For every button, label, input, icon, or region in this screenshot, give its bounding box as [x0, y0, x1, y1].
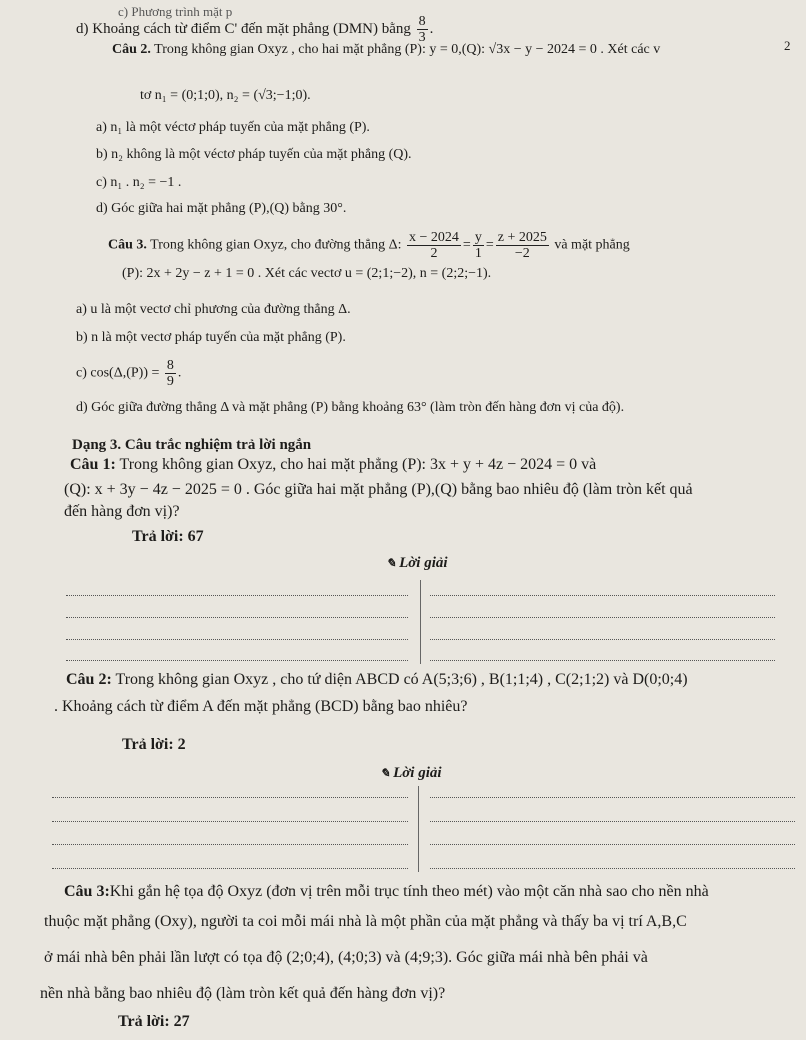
- statement-2c: c) n₁ . n₂ = −1 .: [96, 175, 182, 190]
- cut-off-line: c) Phương trình mặt p: [118, 4, 233, 19]
- answer-line: [66, 660, 408, 661]
- statement-2d: d) Góc giữa hai mặt phẳng (P),(Q) bằng 30°.: [96, 201, 347, 216]
- answer-line: [430, 797, 795, 798]
- statement-2a: a) n₁ là một véctơ pháp tuyến của mặt phẳng (P).: [96, 120, 370, 135]
- answer-line: [430, 617, 775, 618]
- column-divider: [420, 580, 421, 664]
- problem-1-line-3: đến hàng đơn vị)?: [64, 503, 180, 520]
- answer-line: [430, 821, 795, 822]
- pen-icon: ✎: [380, 766, 391, 780]
- answer-line: [430, 868, 795, 869]
- problem-2-line-1: Câu 2: Trong không gian Oxyz , cho tứ diện ABCD có A(5;3;6) , B(1;1;4) , C(2;1;2) và D(0;0;4): [66, 671, 688, 688]
- answer-line: [66, 617, 408, 618]
- answer-line: [66, 595, 408, 596]
- problem-1-line-2: (Q): x + 3y − 4z − 2025 = 0 . Góc giữa hai mặt phẳng (P),(Q) bằng bao nhiêu độ (làm tròn kết quả: [64, 481, 693, 498]
- statement-3b: b) n là một vectơ pháp tuyến của mặt phẳng (P).: [76, 330, 346, 345]
- fraction: $\frac{8}{3}$: [418, 14, 426, 45]
- problem-3-line-1: Câu 3:Khi gắn hệ tọa độ Oxyz (đơn vị trên mỗi trục tính theo mét) vào một căn nhà sao cho nền nhà: [64, 883, 709, 900]
- answer-line: [430, 844, 795, 845]
- solution-heading-2: ✎ Lời giải: [380, 765, 442, 781]
- section-heading: Dạng 3. Câu trắc nghiệm trả lời ngắn: [72, 437, 312, 453]
- pen-icon: ✎: [386, 556, 397, 570]
- answer-line: [430, 595, 775, 596]
- fraction: $\frac{x - 2024}{2}$: [409, 230, 459, 261]
- question-2-text: Câu 2. Trong không gian Oxyz , cho hai mặt phẳng (P): y = 0,(Q): √3x − y − 2024 = 0 . Xét các v: [112, 42, 661, 57]
- question-2-statement-d: d) Khoảng cách từ điểm C' đến mặt phẳng (DMN) bằng $\frac{8}{3}$ .: [76, 14, 434, 45]
- fraction: $\frac{8}{9}$: [166, 358, 174, 389]
- problem-1-line-1: Câu 1: Trong không gian Oxyz, cho hai mặt phẳng (P): 3x + y + 4z − 2024 = 0 và: [70, 456, 597, 473]
- question-2-vectors: tơ n₁ = (0;1;0), n₂ = (√3;−1;0).: [140, 88, 311, 103]
- answer-2: Trả lời: 2: [122, 736, 186, 753]
- answer-line: [52, 821, 408, 822]
- statement-3d: d) Góc giữa đường thẳng Δ và mặt phẳng (P) bằng khoảng 63° (làm tròn đến hàng đơn vị của độ).: [76, 400, 625, 415]
- answer-3: Trả lời: 27: [118, 1013, 190, 1030]
- fraction: $\frac{y}{1}$: [474, 230, 482, 261]
- problem-2-line-2: . Khoảng cách từ điểm A đến mặt phẳng (BCD) bằng bao nhiêu?: [54, 698, 468, 715]
- question-3-plane: (P): 2x + 2y − z + 1 = 0 . Xét các vectơ u = (2;1;−2), n = (2;2;−1).: [122, 266, 492, 281]
- answer-line: [52, 844, 408, 845]
- problem-3-line-2: thuộc mặt phẳng (Oxy), người ta coi mỗi mái nhà là một phần của mặt phẳng và thấy ba vị trí A,B,C: [44, 913, 687, 930]
- statement-3c: c) cos(Δ,(P)) = $\frac{8}{9}$ .: [76, 358, 182, 389]
- solution-heading-1: ✎ Lời giải: [386, 555, 448, 571]
- answer-line: [52, 797, 408, 798]
- fraction: $\frac{z + 2025}{-2}$: [497, 230, 547, 261]
- question-3-text: Câu 3. Trong không gian Oxyz, cho đường thẳng Δ: $\frac{x - 2024}{2}$ = $\frac{y}{1}$ = $\frac{z + 2025}{-2}$ và mặt phẳng: [108, 230, 630, 261]
- statement-3a: a) u là một vectơ chỉ phương của đường thẳng Δ.: [76, 302, 351, 317]
- problem-3-line-4: nền nhà bằng bao nhiêu độ (làm tròn kết quả đến hàng đơn vị)?: [40, 985, 446, 1002]
- problem-3-line-3: ở mái nhà bên phải lần lượt có tọa độ (2;0;4), (4;0;3) và (4;9;3). Góc giữa mái nhà bên phải và: [44, 949, 648, 966]
- column-divider: [418, 786, 419, 872]
- margin-mark: 2: [784, 38, 791, 53]
- answer-line: [52, 868, 408, 869]
- answer-line: [430, 660, 775, 661]
- answer-line: [430, 639, 775, 640]
- statement-2b: b) n₂ không là một véctơ pháp tuyến của mặt phẳng (Q).: [96, 147, 412, 162]
- answer-line: [66, 639, 408, 640]
- answer-1: Trả lời: 67: [132, 528, 204, 545]
